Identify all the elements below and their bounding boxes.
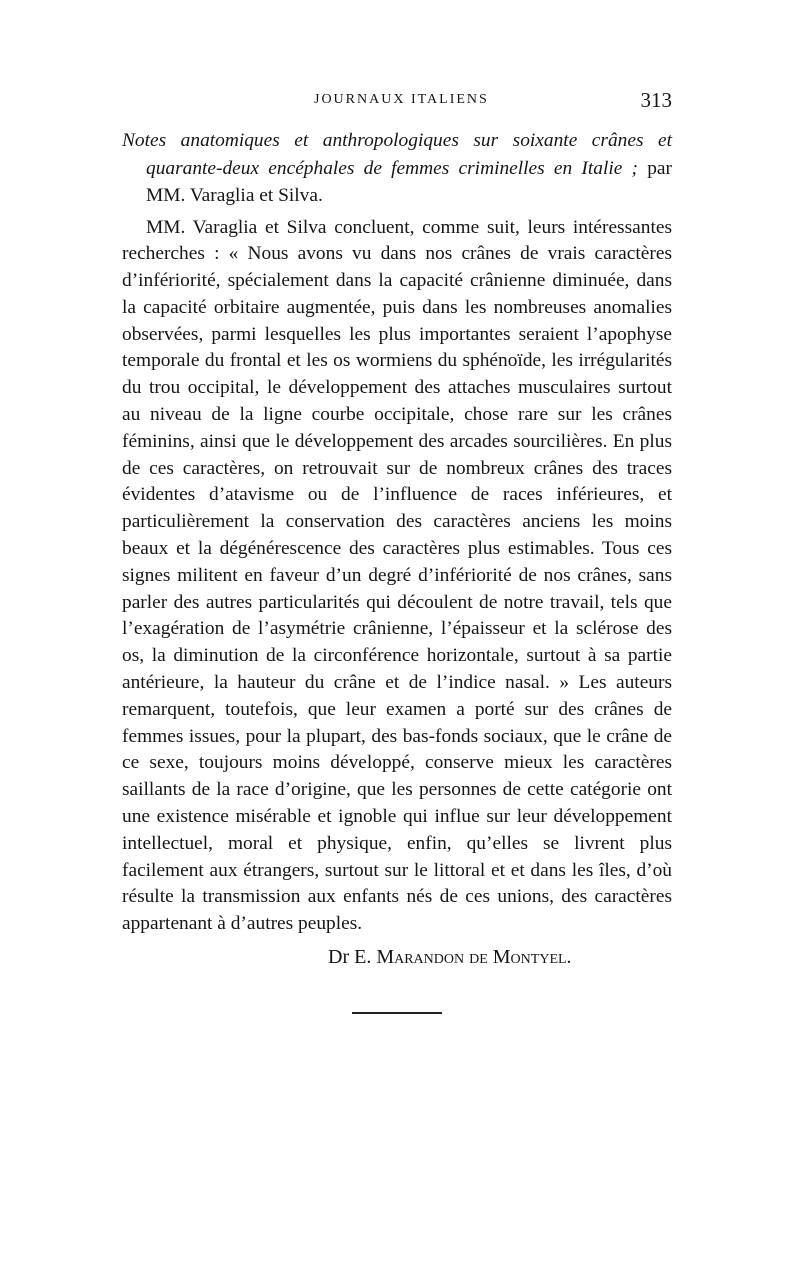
document-page xyxy=(122,88,672,971)
signature-name: Marandon de Montyel. xyxy=(376,946,572,969)
article-authors: par MM. Varaglia et Silva. xyxy=(146,157,672,206)
running-title: JOURNAUX ITALIENS xyxy=(314,92,489,107)
section-end-rule xyxy=(352,1012,442,1014)
article-body: MM. Varaglia et Silva concluent, comme suit, leurs intéressantes recherches : « Nous avons vu dans nos crânes de vrais caractères d’infériorité, spécialement dans la capacité crânienne diminuée, dans la capacité orbitaire augmentée, puis dans les nombreuses anomalies observées, parmi lesquelles les plus importantes seraient l’apophyse temporale du frontal et les os wormiens du sphénoïde, les irrégularités du trou occipital, le développement des attaches musculaires surtout au niveau de la ligne courbe occipitale, chose rare sur les crânes féminins, ainsi que le développement des arcades sourcilières. En plus de ces caractères, on retrouvait sur de nombreux crânes des traces évidentes d’atavisme ou de l’influence de races inférieures, et particulièrement la conservation des caractères anciens les moins beaux et la dégénérescence des caractères plus estimables. Tous ces signes militent en faveur d’un degré d’infériorité de nos crânes, sans parler des autres particularités qui découlent de notre travail, tels que l’exagération de l’asymétrie crânienne, l’épaisseur et la sclérose des os, la diminution de la circonférence horizontale, surtout à sa partie antérieure, la hauteur du crâne et de l’indice nasal. » Les auteurs remarquent, toutefois, que leur examen a porté sur des crânes de femmes issues, pour la plupart, des bas-fonds sociaux, que le crâne de ce sexe, toujours moins développé, conserve mieux les caractères saillants de la race d’origine, que les personnes de cette catégorie ont une existence misérable et ignoble qui influe sur leur développement intellectuel, moral et physique, enfin, qu’elles se livrent plus facilement aux étrangers, surtout sur le littoral et et dans les îles, d’où résulte la transmission aux enfants nés de ces unions, des caractères appartenant à d’autres peuples. xyxy=(122,216,672,935)
page-number: 313 xyxy=(640,88,672,112)
article-heading xyxy=(122,127,672,210)
signature xyxy=(122,944,672,971)
running-header xyxy=(122,88,672,118)
signature-prefix: Dr E. xyxy=(328,946,372,969)
article-title: Notes anatomiques et anthropologiques sur soixante crânes et quarante-deux encéphales de femmes criminelles en Italie ; xyxy=(122,130,672,179)
